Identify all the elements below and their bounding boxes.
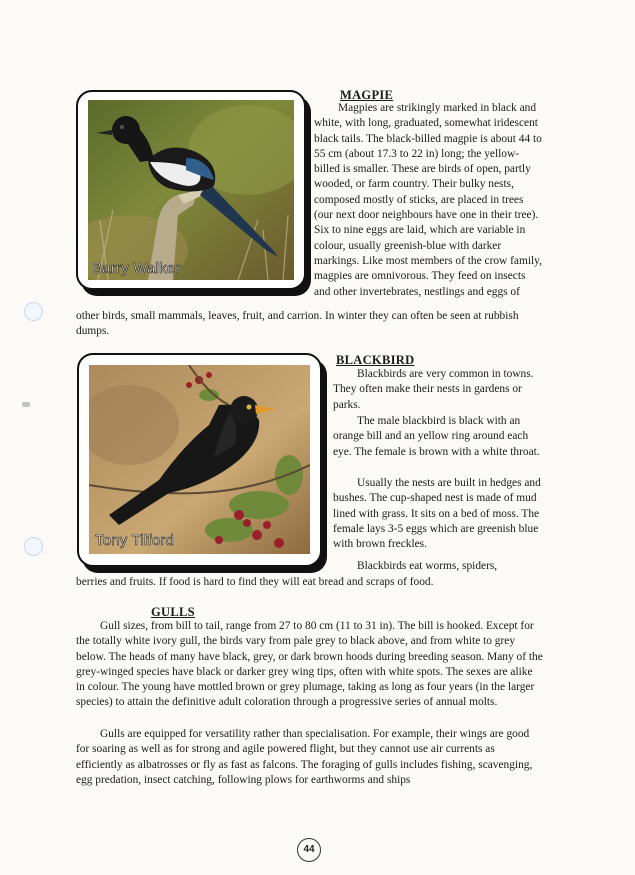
gulls-paragraph-1: Gull sizes, from bill to tail, range from 27 to 80 cm (11 to 31 in). The bill is hooked. Except for the totally white ivory gull, the birds vary from pale grey to black above, and from white to grey below. The heads of many have black, grey, or dark brown hoods during breeding season. Many of the grey-winged species have black or darker grey wing tips, often with white spots. The sexes are alike in colour. The young have mottled brown or grey plumage, taking as long as four years (in the larger species) to attain the definitive adult coloration through a progressive series of annual molts. <box>76 620 543 709</box>
scan-speck <box>22 402 30 407</box>
magpie-photo-credit: Barry Walker <box>92 260 181 277</box>
punch-hole <box>24 302 43 321</box>
punch-hole <box>24 537 43 556</box>
magpie-paragraph-right: Magpies are strikingly marked in black and white, with long, graduated, somewhat iridescent black tails. The black-billed magpie is about 44 to 55 cm (about 17.3 to 22 in) long; the yellow-billed is smaller. These are birds of open, partly wooded, or farm country. Their bulky nests, composed mostly of sticks, are placed in trees (our next door neighbours have one in their tree). Six to nine eggs are laid, which are variable in colour, usually greenish-blue with darker markings. Like most members of the crow family, magpies are omnivorous. They feed on insects and other invertebrates, nestlings and eggs of <box>314 102 542 298</box>
magpie-paragraph-full: other birds, small mammals, leaves, fruit, and carrion. In winter they can often be seen at rubbish dumps. <box>76 310 519 338</box>
blackbird-photo-frame <box>77 353 322 567</box>
blackbird-paragraph-4-full: berries and fruits. If food is hard to find they will eat bread and scraps of food. <box>76 576 434 588</box>
magpie-photo <box>88 100 294 280</box>
magpie-heading: MAGPIE <box>340 88 394 102</box>
blackbird-paragraph-2: The male blackbird is black with an orange bill and an yellow ring around each eye. The female is brown with a white throat. <box>333 415 540 458</box>
blackbird-paragraph-3: Usually the nests are built in hedges and bushes. The cup-shaped nest is made of mud lined with grass. It sits on a bed of moss. The female lays 3-5 eggs which are greenish blue with brown freckles. <box>333 477 541 551</box>
blackbird-photo-credit: Tony Tilford <box>95 532 175 549</box>
blackbird-photo <box>89 365 310 554</box>
blackbird-paragraph-1: Blackbirds are very common in towns. They often make their nests in gardens or parks. <box>333 368 534 411</box>
magpie-photo-frame <box>76 90 306 290</box>
gulls-paragraph-2: Gulls are equipped for versatility rather than specialisation. For example, their wings are good for soaring as well as for strong and agile powered flight, but they cannot use air currents as efficiently as albatrosses or fly as fast as falcons. The foraging of gulls includes fishing, scavenging, egg predation, insect catching, following plows for earthworms and ships <box>76 728 533 786</box>
gulls-heading: GULLS <box>151 605 195 619</box>
blackbird-paragraph-4-right: Blackbirds eat worms, spiders, <box>357 560 498 572</box>
page-number: 44 <box>297 838 321 862</box>
blackbird-heading: BLACKBIRD <box>336 353 415 367</box>
